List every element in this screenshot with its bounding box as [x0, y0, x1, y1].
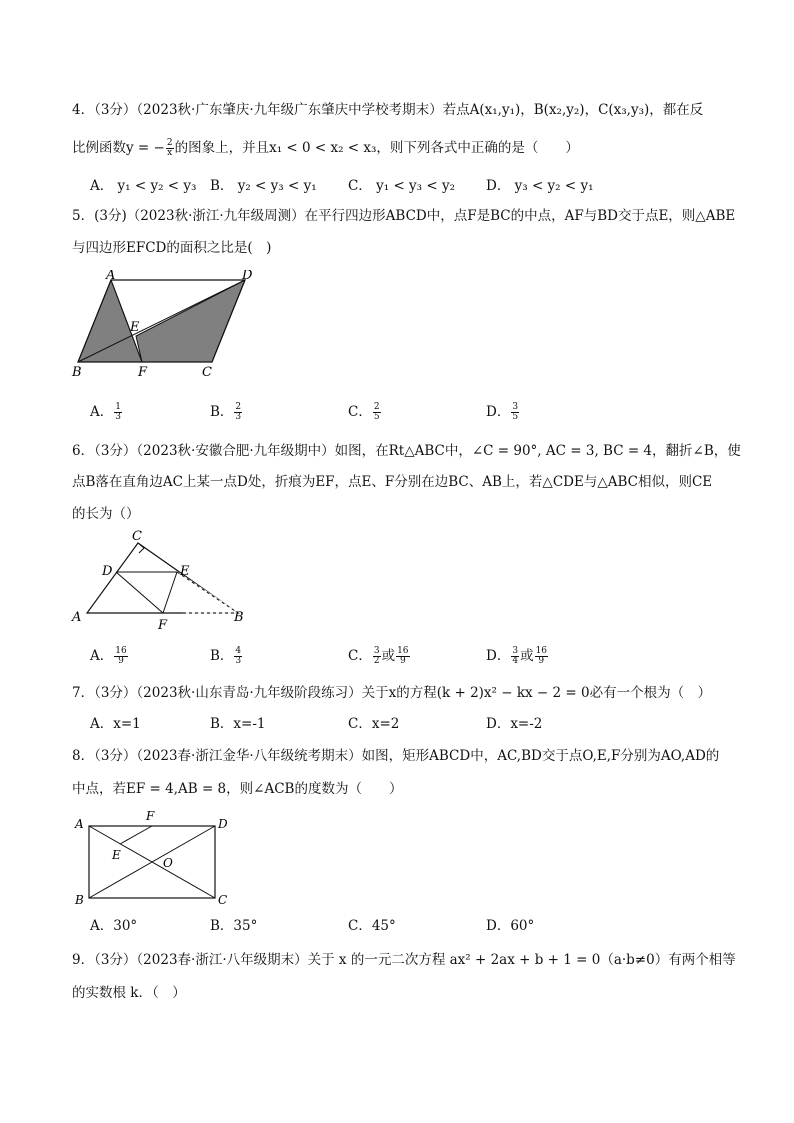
q5-line2: 与四边形EFCD的面积之比是( ) [72, 240, 272, 256]
q6-option-d[interactable]: D． $\frac{3}{4}$ 或 $\frac{16}{9}$ [486, 646, 548, 666]
q8-options [90, 916, 730, 936]
q4-options [90, 176, 730, 196]
q4-line2 [72, 138, 579, 158]
q5-line1: 5．(3分)（2023秋·浙江·九年级周测）在平行四边形ABCD中，点F是BC的中点，AF与BD交于点E，则△ABE [72, 208, 736, 224]
q6-label-f: F [158, 618, 168, 633]
q8-segment-ef [120, 826, 152, 844]
q8-option-c[interactable]: C．45° [348, 918, 396, 934]
q7-option-a[interactable]: A．x=1 [90, 716, 141, 732]
q6-label-d: D [102, 564, 113, 579]
q5-parallelogram-figure [66, 270, 276, 380]
q5-label-a: A [106, 270, 116, 283]
q6-segment-df [116, 572, 163, 613]
q8-label-c: C [218, 893, 228, 907]
q8-option-a[interactable]: A．30° [90, 918, 138, 934]
q8-label-b: B [75, 893, 84, 907]
q7-line1: 7．（3分）（2023秋·山东青岛·九年级阶段练习）关于x的方程(k + 2)x² − kx − 2 = 0必有一个根为（ ） [72, 685, 712, 701]
q6-options [90, 646, 730, 670]
q6-line1: 6．（3分）（2023秋·安徽合肥·九年级期中）如图，在Rt△ABC中，∠C = 90°, AC = 3, BC = 4，翻折∠B，使 [72, 443, 741, 459]
q4-line1: 4．（3分）（2023秋·广东肇庆·九年级广东肇庆中学校考期末）若点A(x₁,y₁)，B(x₂,y₂)，C(x₃,y₃)，都在反 [72, 102, 704, 118]
q9-line2: 的实数根 k．（ ） [72, 985, 186, 1001]
q6-segment-ef [163, 572, 177, 613]
q6-line2: 点B落在直角边AC上某一点D处，折痕为EF，点E、F分别在边BC、AB上，若△CDE与△ABC相似，则CE [72, 474, 713, 490]
q6-label-c: C [132, 529, 142, 544]
q8-label-f: F [146, 809, 155, 823]
q5-label-d: D [242, 270, 253, 283]
q6-label-b: B [234, 610, 244, 625]
q8-label-o: O [163, 856, 173, 870]
q8-option-b[interactable]: B．35° [210, 918, 258, 934]
q6-line3: 的长为（） [72, 506, 140, 522]
q6-option-a[interactable]: A． $\frac{16}{9}$ [90, 646, 127, 666]
q6-triangle-figure [70, 528, 260, 638]
q5-options [90, 402, 730, 426]
q5-option-a[interactable]: A． $\frac{1}{3}$ [90, 402, 121, 422]
q5-option-b[interactable]: B． $\frac{2}{3}$ [210, 402, 242, 422]
q5-label-f: F [138, 365, 148, 380]
q8-label-e: E [112, 848, 121, 862]
q7-option-d[interactable]: D．x=-2 [486, 716, 543, 732]
q8-line2: 中点，若EF = 4,AB = 8，则∠ACB的度数为（ ） [72, 781, 403, 797]
q5-option-d[interactable]: D． $\frac{3}{5}$ [486, 402, 519, 422]
q8-option-d[interactable]: D．60° [486, 918, 535, 934]
q6-option-c[interactable]: C． $\frac{3}{2}$ 或 $\frac{16}{9}$ [348, 646, 409, 666]
q5-label-b: B [72, 365, 82, 380]
q4-option-d[interactable]: D． y₃ < y₂ < y₁ [486, 178, 594, 194]
q8-label-a: A [75, 817, 84, 831]
q7-option-b[interactable]: B．x=-1 [210, 716, 266, 732]
q4-option-c[interactable]: C． y₁ < y₃ < y₂ [348, 178, 456, 194]
q4-line2-post: 的图象上，并且x₁ < 0 < x₂ < x₃，则下列各式中正确的是（ ） [174, 140, 579, 156]
q4-option-a[interactable]: A． y₁ < y₂ < y₃ [90, 178, 197, 194]
q5-option-c[interactable]: C． $\frac{2}{5}$ [348, 402, 380, 422]
q6-option-b[interactable]: B． $\frac{4}{3}$ [210, 646, 242, 666]
q8-rectangle-figure [70, 806, 245, 908]
q6-label-a: A [72, 610, 82, 625]
q4-line2-pre: 比例函数y = − [72, 140, 165, 156]
q4-option-b[interactable]: B． y₂ < y₃ < y₁ [210, 178, 317, 194]
q7-options [90, 714, 730, 734]
q9-line1: 9．（3分）（2023春·浙江·八年级期末）关于 x 的一元二次方程 ax² + 2ax + b + 1 = 0（a·b≠0）有两个相等 [72, 952, 736, 968]
q4-fraction: $\frac{2}{x}$ [166, 138, 173, 158]
q7-option-c[interactable]: C．x=2 [348, 716, 400, 732]
q5-label-e: E [130, 320, 140, 335]
q8-line1: 8．（3分）（2023春·浙江金华·八年级统考期末）如图，矩形ABCD中，AC,BD交于点O,E,F分别为AO,AD的 [72, 748, 720, 764]
q5-label-c: C [202, 365, 212, 380]
q8-label-d: D [218, 817, 228, 831]
q6-label-e: E [180, 564, 190, 579]
